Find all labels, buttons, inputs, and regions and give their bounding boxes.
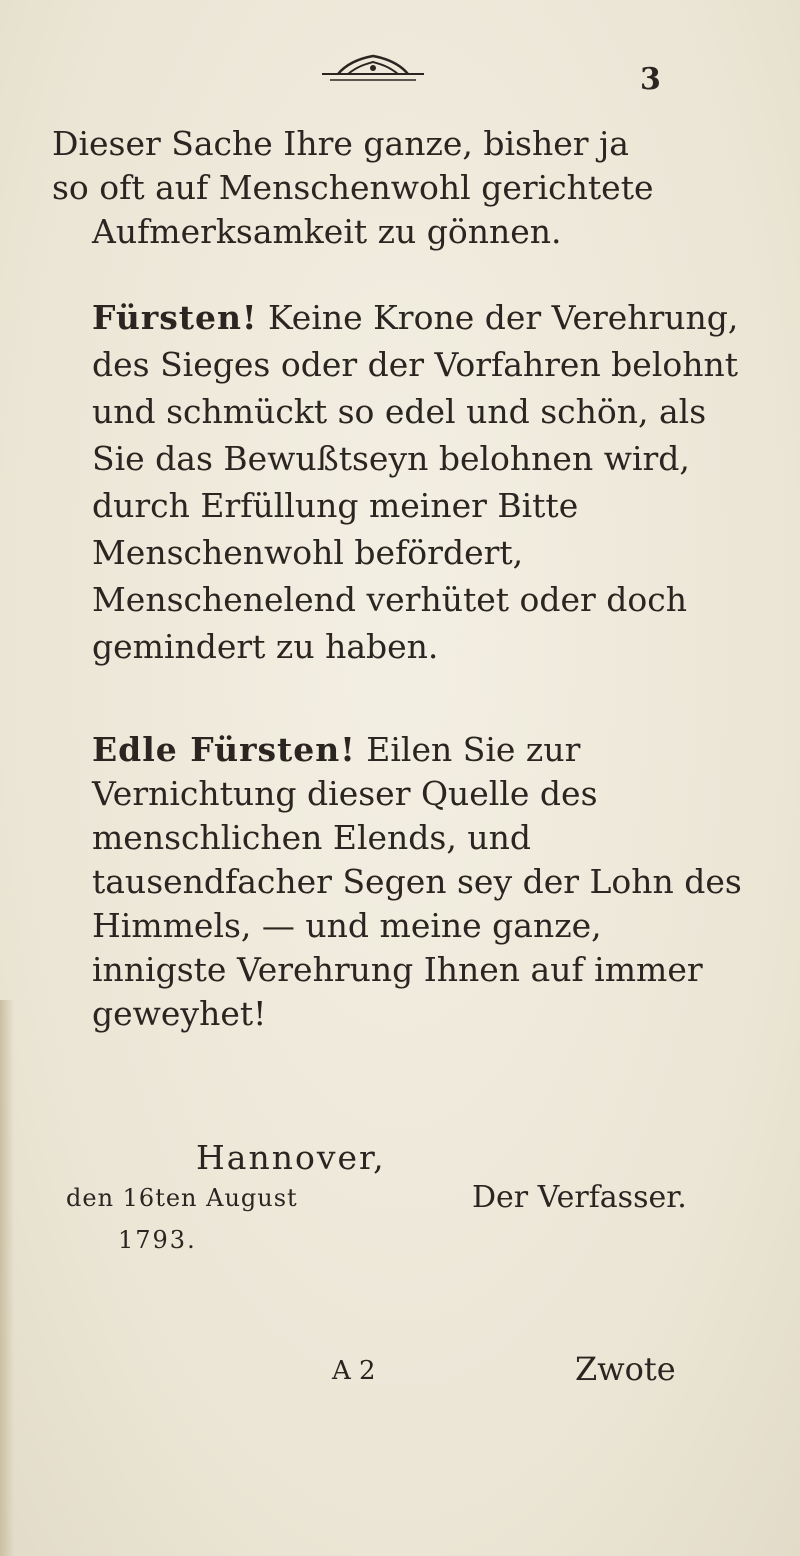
paragraph-2: [52, 294, 742, 670]
paragraph-3: [52, 728, 742, 1036]
paragraph-3-text: Eilen Sie zur Vernichtung dieser Quelle des menschlichen Elends, und tausendfacher Segen sey der Lohn des Himmels, — und meine ganze, innigste Verehrung Ihnen auf immer geweyhet!: [92, 730, 742, 1033]
paragraph-3-lead: Edle Fürsten!: [92, 730, 356, 769]
paragraph-1-line-2: so oft auf Menschenwohl gerichtete: [52, 168, 654, 207]
closing-place: Hannover,: [196, 1138, 386, 1177]
paragraph-2-text: Keine Krone der Verehrung, des Sieges oder der Vorfahren belohnt und schmückt so edel und schön, als Sie das Bewußtseyn belohnen wird, durch Erfüllung meiner Bitte Menschenwohl befördert, Menschenelend verhütet oder doch gemindert zu haben.: [92, 298, 739, 666]
paragraph-1: [52, 122, 742, 254]
paragraph-1-line-3: Aufmerksamkeit zu gönnen.: [92, 212, 562, 251]
paragraph-2-lead: Fürsten!: [92, 298, 258, 337]
page-edge-shadow: [0, 1000, 14, 1556]
signature-mark: A 2: [332, 1356, 376, 1386]
header-ornament: [318, 52, 428, 86]
closing-year: 1793.: [118, 1226, 197, 1254]
paragraph-1-line-1: Dieser Sache Ihre ganze, bisher ja: [52, 124, 629, 163]
page-number: 3: [640, 62, 661, 97]
closing-author: Der Verfasser.: [472, 1180, 687, 1215]
catchword: Zwote: [575, 1350, 676, 1388]
closing-date: den 16ten August: [66, 1184, 298, 1212]
